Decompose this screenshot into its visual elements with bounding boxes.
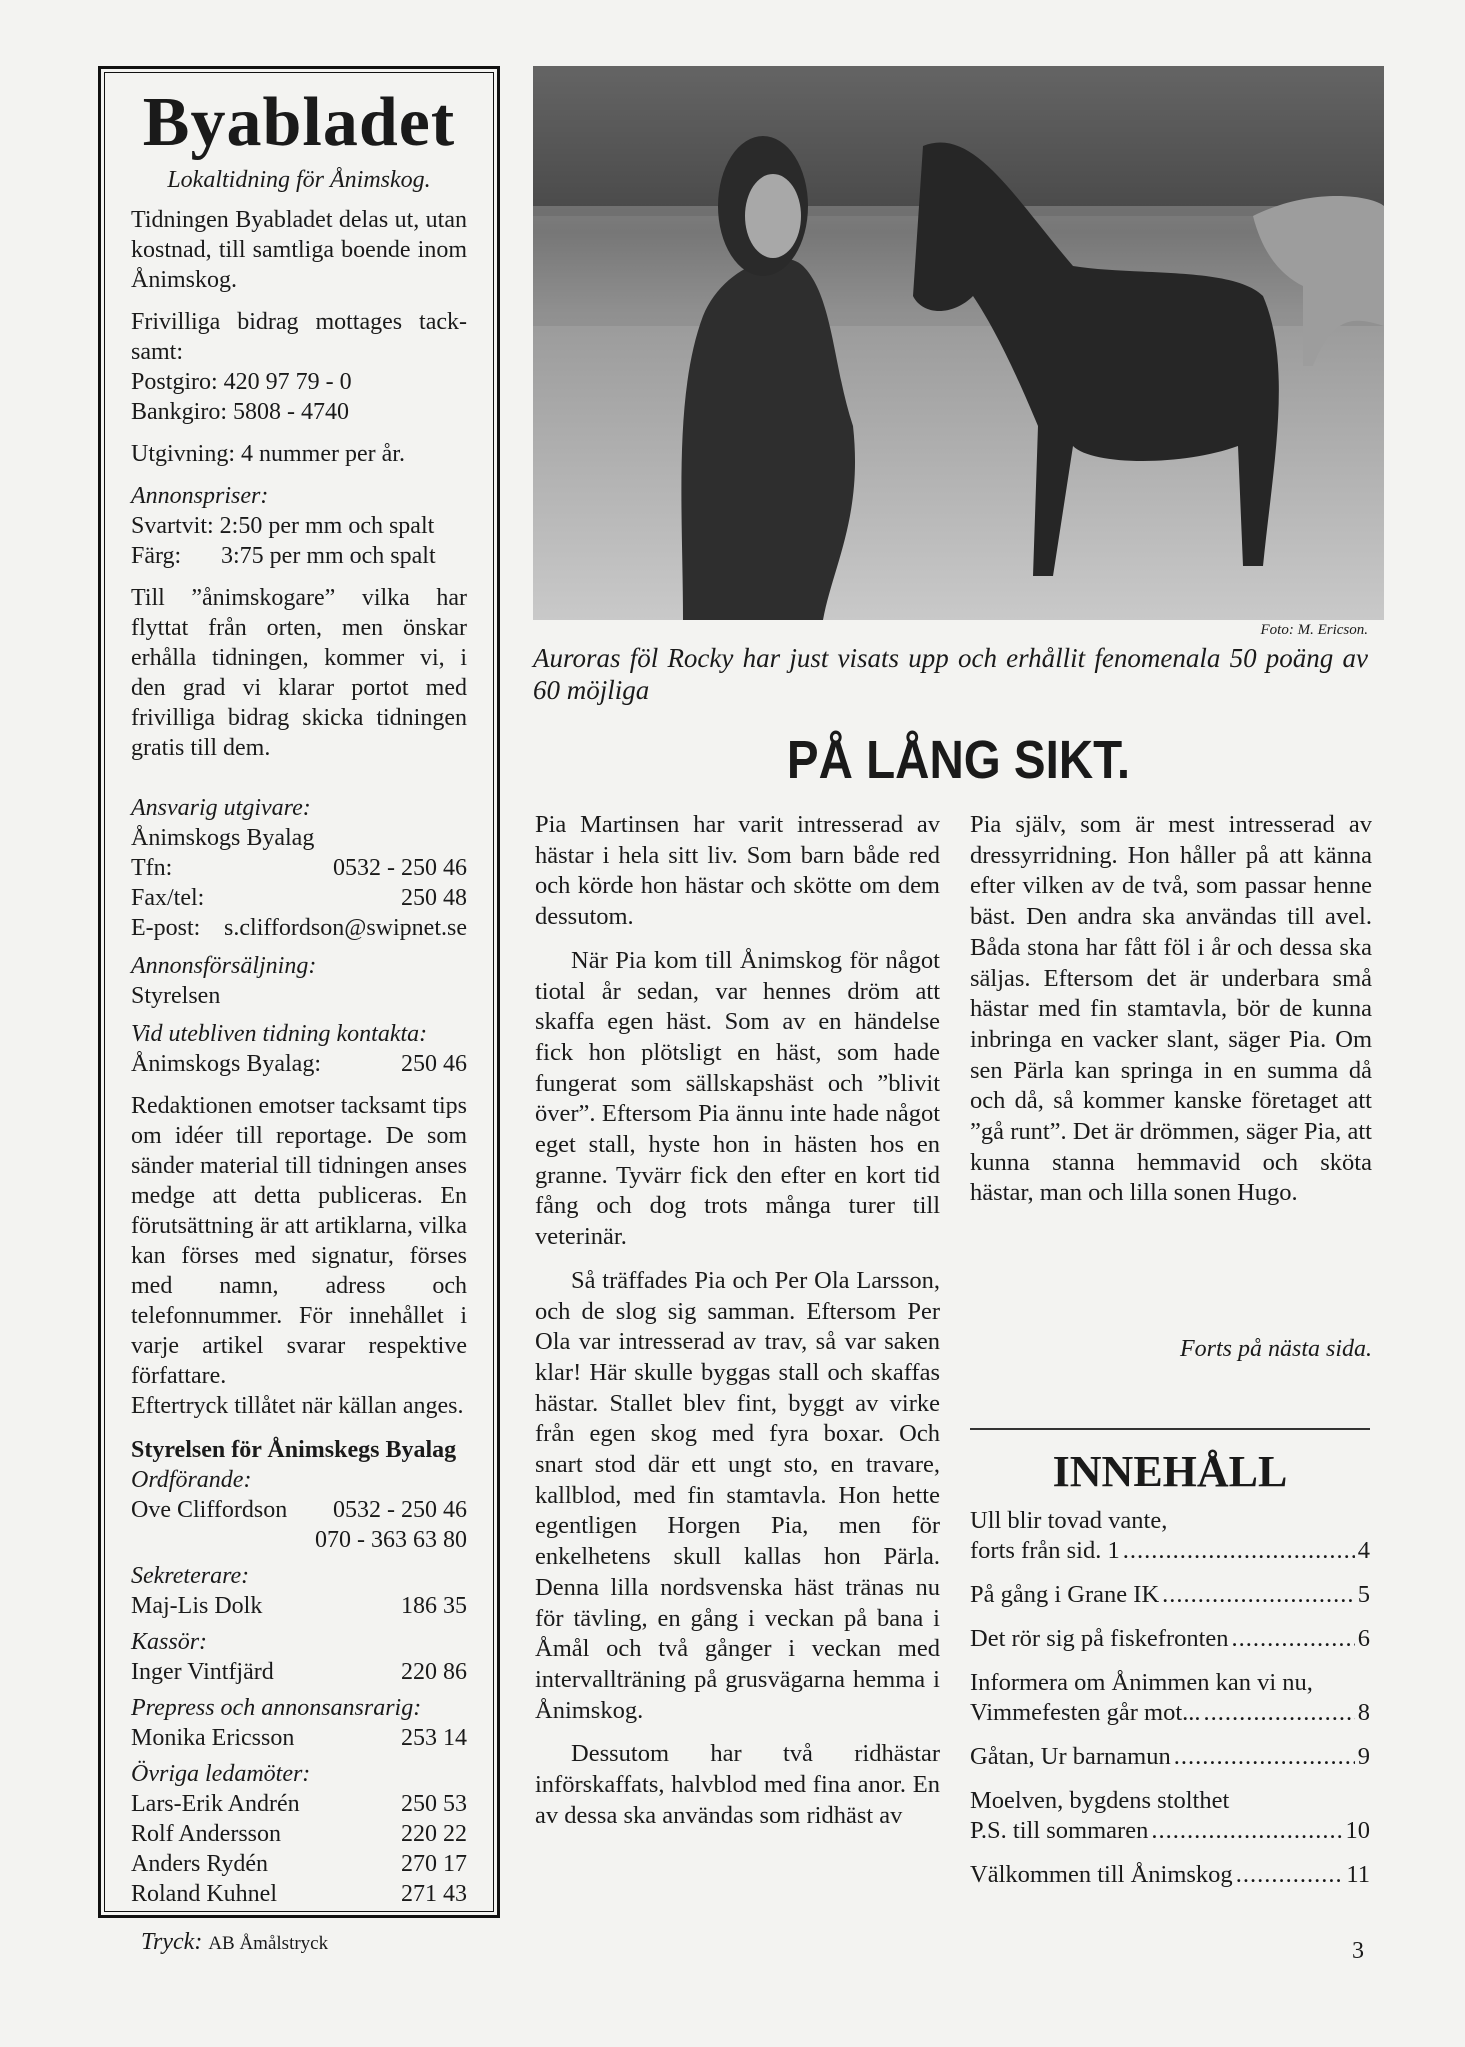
toc-item-page: 8 [1357,1699,1370,1726]
toc-item-page: 9 [1357,1743,1370,1770]
divider [970,1428,1370,1430]
board-role: Ordförande: [131,1467,252,1493]
board-list [131,1465,467,1753]
printer-label: Tryck: [141,1929,203,1955]
publisher: Ånimskogs Byalag [131,825,315,851]
board-role: Prepress och annonsansrarig: [131,1695,422,1721]
missing-row [131,1049,467,1079]
toc-item-label: forts från sid. 1 [970,1537,1120,1564]
board-phone: 0532 - 250 46 [333,1497,467,1523]
toc-item-page: 11 [1346,1861,1370,1888]
member-name: Lars-Erik Andrén [131,1791,300,1817]
article-paragraph: Dessutom har två ridhästar införskaffats, halvblod med fina anor. En av dessa ska användas som ridhäst av [535,1740,940,1829]
board-name: Maj-Lis Dolk [131,1593,263,1619]
other-member [131,1879,467,1909]
article-paragraph: När Pia kom till Ånimskog för något tiotal år sedan, var hennes dröm att skaffa egen häst. Som av en händelse fick hon plötsligt en häst, som hade fungerat som sällskapshäst och ”blivit över”. Eftersom Pia ännu inte hade något eget stall, hyste hon in hästen hos en granne. Tyvärr fick den efter en kort tid fång och dog trots många turer till veterinär. [535,946,940,1251]
moved-note: Till ”ånimskogare” vilka har flyttat från orten, men önskar erhålla tidningen, kommer vi, i den grad vi klarar portot med frivilliga bidrag skicka tidningen gratis till dem. [131,585,467,761]
fax-row [131,883,467,913]
reprint-note: Eftertryck tillåtet när källan anges. [131,1393,464,1419]
continued-note: Forts på nästa sida. [1179,1336,1372,1362]
postgiro: Postgiro: 420 97 79 - 0 [131,369,352,395]
member-phone: 220 22 [401,1821,467,1847]
board-phone: 186 35 [401,1593,467,1619]
article-column-1 [535,810,940,1845]
email-link[interactable]: s.cliffordson@swipnet.se [224,915,467,941]
masthead-title: Byabladet [142,84,456,161]
article-paragraph: Så träffades Pia och Per Ola Larsson, och de slog sig samman. Eftersom Per Ola var intresserad av trav, så var saken klar! Här skulle byggas stall och skaffas hästar. Stallet blev fint, byggt av virke från egen skog med fyra boxar. Och snart stod där ett ungt sto, en travare, kallblod, med fin stamtavla. Hon hette egentligen Horgen Pia, men för enkelhetens skull kallas hon Pärla. Denna lilla nordsvenska häst tränas nu för tävling, en gång i veckan på bana i Åmål och två gånger i veckan med intervallträning på grusvägarna hemma i Ånimskog. [535,1266,940,1724]
toc-item[interactable] [970,1742,1370,1772]
toc-item-label: Gåtan, Ur barnamun [970,1743,1171,1770]
toc-item-label: P.S. till sommaren [970,1817,1149,1844]
publisher-label: Ansvarig utgivare: [131,795,311,821]
board-phone-mobile: 070 - 363 63 80 [315,1527,467,1553]
toc-item-label: På gång i Grane IK [970,1581,1160,1608]
dot-leader [1123,1536,1355,1566]
ad-sales: Styrelsen [131,983,221,1009]
missing-contact: Ånimskogs Byalag: [131,1051,321,1077]
member-phone: 250 53 [401,1791,467,1817]
toc-item-label: Vimmefesten går mot... [970,1699,1201,1726]
editorial-note: Redaktionen emotser tacksamt tips om idéer till reportage. De som sänder material till tidningen anses medge att detta publiceras. En förutsättning är att artiklarna, vilka kan förses med signatur, förses med namn, adress och telefonnummer. För innehållet i varje artikel svarar respektive författare. [131,1093,467,1389]
toc-item-line: Moelven, bygdens stolthet [970,1787,1230,1814]
board-phone: 220 86 [401,1659,467,1685]
printer-row [131,1927,467,1959]
donations-text: Frivilliga bidrag mottages tack-samt: [131,309,467,365]
printer-name: AB Åmålstryck [208,1933,329,1954]
board-member [131,1693,467,1753]
toc-item-page: 6 [1357,1625,1370,1652]
table-of-contents [970,1506,1370,1904]
missing-phone: 250 46 [401,1051,467,1077]
ad-price-bw: Svartvit: 2:50 per mm och spalt [131,513,435,539]
board-member [131,1465,467,1555]
intro-text: Tidningen Byabladet delas ut, utan kostnad, till samtliga boende inom Ånimskog. [131,207,467,293]
fax-label: Fax/tel: [131,885,205,911]
other-member [131,1819,467,1849]
toc-item[interactable] [970,1580,1370,1610]
toc-item[interactable] [970,1506,1370,1566]
toc-item-page: 5 [1357,1581,1370,1608]
toc-item-label: Välkommen till Ånimskog [970,1861,1233,1888]
dot-leader [1204,1698,1355,1728]
other-member [131,1789,467,1819]
ad-price-color-row [131,541,467,571]
board-title: Styrelsen för Ånimskegs Byalag [131,1437,457,1463]
article-paragraph: Pia själv, som är mest intresserad av dressyrridning. Hon håller på att känna efter vilken av de två, som passar henne bäst. Den andra ska användas till avel. Båda stona har fått föl i år och dessa ska säljas. Eftersom det är underbara små hästar med fin stamtavla, bör de kunna inbringa en vacker slant, säger Pia. Om sen Pärla kan springa in en summa då och då, så kommer kanske företaget att ”gå runt”. Det är drömmen, säger Pia, att kunna stanna hemmavid och sköta hästar, man och lilla sonen Hugo. [970,811,1372,1207]
missing-label: Vid utebliven tidning kontakta: [131,1021,428,1047]
board-phone: 253 14 [401,1725,467,1751]
email-row [131,913,467,943]
toc-item[interactable] [970,1668,1370,1728]
member-name: Anders Rydén [131,1851,269,1877]
toc-item-line: Ull blir tovad vante, [970,1507,1168,1534]
email-label: E-post: [131,915,201,941]
member-name: Rolf Andersson [131,1821,281,1847]
toc-item[interactable] [970,1860,1370,1890]
tfn-row [131,853,467,883]
dot-leader [1232,1624,1355,1654]
others-label: Övriga ledamöter: [131,1761,311,1787]
tfn-label: Tfn: [131,855,173,881]
board-name: Inger Vintfjärd [131,1659,274,1685]
board-name: Ove Cliffordson [131,1497,288,1523]
dot-leader [1236,1860,1344,1890]
toc-item-page: 10 [1345,1817,1370,1844]
member-name: Roland Kuhnel [131,1881,277,1907]
member-phone: 270 17 [401,1851,467,1877]
dot-leader [1162,1580,1355,1610]
article-column-2 [970,810,1372,1222]
board-role: Kassör: [131,1629,208,1655]
issues-text: Utgivning: 4 nummer per år. [131,441,405,467]
member-phone: 271 43 [401,1881,467,1907]
board-name: Monika Ericsson [131,1725,295,1751]
ad-price-color: 3:75 per mm och spalt [221,543,436,569]
photo-credit: Foto: M. Ericson. [1260,622,1368,638]
toc-item-label: Det rör sig på fiskefronten [970,1625,1229,1652]
bankgiro: Bankgiro: 5808 - 4740 [131,399,349,425]
toc-item-line: Informera om Ånimmen kan vi nu, [970,1669,1313,1696]
ad-prices-label: Annonspriser: [131,483,269,509]
ad-price-color-label: Färg: [131,543,182,569]
ad-sales-label: Annonsförsäljning: [131,953,317,979]
fax-value: 250 48 [401,885,467,911]
page-number: 3 [1352,1938,1364,1964]
toc-item[interactable] [970,1786,1370,1846]
photo-woman-with-foal [533,66,1384,620]
dot-leader [1151,1816,1342,1846]
toc-item[interactable] [970,1624,1370,1654]
article-paragraph: Pia Martinsen har varit intresserad av hästar i hela sitt liv. Som barn både red och körde hon hästar och skötte om dem dessutom. [535,811,940,931]
board-member [131,1627,467,1687]
board-member [131,1561,467,1621]
masthead-info-box [98,66,500,1955]
photo-caption: Auroras föl Rocky har just visats upp och erhållit fenomenala 50 poäng av 60 möjliga [533,643,1368,705]
tfn-value: 0532 - 250 46 [333,855,467,881]
article-headline: PÅ LÅNG SIKT. [786,730,1131,790]
tagline: Lokaltidning för Ånimskog. [167,167,431,193]
other-member [131,1849,467,1879]
board-role: Sekreterare: [131,1563,250,1589]
toc-title: INNEHÅLL [1052,1447,1288,1496]
toc-item-page: 4 [1357,1537,1370,1564]
dot-leader [1174,1742,1355,1772]
